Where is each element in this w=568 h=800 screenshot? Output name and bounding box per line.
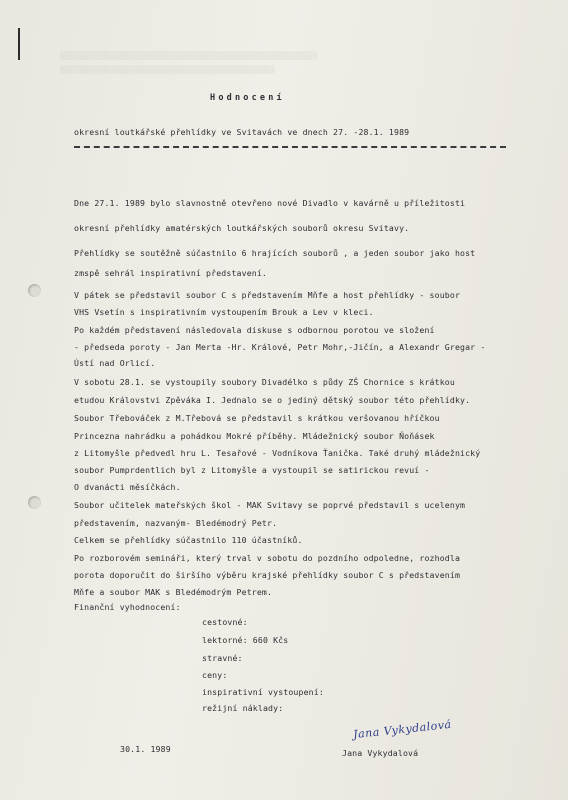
finance-heading: Finanční vyhodnocení: bbox=[74, 602, 181, 612]
body-line: Princezna nahrádku a pohádkou Mokré příběhy. Mládežnický soubor Ňoňásek bbox=[74, 431, 435, 441]
show-through-text: ░░░░░░░░░░░░░░░░░░░░░░░░░░░░░░░░░░░░░░░░░░░░░░░░░░░░░░░░░░░░░ bbox=[60, 52, 318, 60]
body-line: Přehlídky se soutěžně súčastnilo 6 hrajících souborů , a jeden soubor jako host bbox=[74, 248, 476, 258]
body-line: představením, nazvaným- Bledémodrý Petr. bbox=[74, 518, 278, 528]
punch-hole bbox=[28, 496, 41, 509]
body-line: Po každém představení následovala diskuse s odbornou porotou ve složení bbox=[74, 325, 435, 335]
margin-mark bbox=[18, 28, 20, 60]
body-line: Ústí nad Orlicí. bbox=[74, 358, 156, 368]
body-line: V sobotu 28.1. se vystoupily soubory Divadélko s půdy ZŠ Chornice s krátkou bbox=[74, 377, 455, 387]
finance-item: cestovné: bbox=[202, 617, 248, 627]
body-line: VHS Vsetín s inspirativním vystoupením Brouk a Lev v kleci. bbox=[74, 307, 374, 317]
body-line: Po rozborovém semináři, který trval v sobotu do pozdního odpoledne, rozhodla bbox=[74, 553, 461, 563]
finance-item: stravné: bbox=[202, 653, 243, 663]
handwritten-signature: Jana Vykydalová bbox=[352, 717, 453, 742]
finance-item: režijní náklady: bbox=[202, 703, 284, 713]
body-line: soubor Pumprdentlich byl z Litomyšle a vystoupil se satirickou revuí - bbox=[74, 465, 430, 475]
punch-hole bbox=[28, 284, 41, 297]
document-title: Hodnocení bbox=[210, 93, 285, 103]
body-line: Dne 27.1. 1989 bylo slavnostně otevřeno nové Divadlo v kavárně u příležitosti bbox=[74, 198, 466, 208]
body-line: etudou Královstvi Zpěváka I. Jednalo se o jediný dětský soubor této přehlídky. bbox=[74, 395, 471, 405]
body-line: porota doporučit do širšího výběru krajské přehlídky soubor C s představením bbox=[74, 570, 461, 580]
document-date: 30.1. 1989 bbox=[120, 744, 171, 754]
body-line: V pátek se představil soubor C s představením Mňfe a host přehlídky - soubor bbox=[74, 290, 461, 300]
title-underline bbox=[74, 146, 506, 148]
show-through-text: ░░░░░░░░░░░░░░░░░░░░░░░░░░░░░░░░░░░░░░░░░░░░░░░░░░░ bbox=[60, 66, 275, 74]
signer-name: Jana Vykydalová bbox=[342, 748, 419, 758]
body-line: okresní přehlídky amatérských loutkářských souborů okresu Svitavy. bbox=[74, 223, 410, 233]
body-line: zmspě sehrál inspirativní představení. bbox=[74, 268, 268, 278]
finance-item: lektorné: 660 Kčs bbox=[202, 635, 289, 645]
body-line: Soubor učitelek mateřských škol - MAK Svitavy se poprvé představil s ucelenym bbox=[74, 500, 466, 510]
body-line: z Litomyšle předvedl hru L. Tesařové - Vodníkova Ťanička. Také druhý mládežnický bbox=[74, 448, 481, 458]
body-line: - předseda poroty - Jan Merta -Hr. Králové, Petr Mohr,-Jičín, a Alexandr Gregar - bbox=[74, 342, 486, 352]
document-subtitle: okresní loutkářské přehlídky ve Svitavách ve dnech 27. -28.1. 1989 bbox=[74, 127, 410, 137]
finance-item: inspirativní vystoupení: bbox=[202, 687, 324, 697]
body-line: Soubor Třebováček z M.Třebová se představil s krátkou veršovanou hříčkou bbox=[74, 413, 440, 423]
body-line: O dvanácti měsíčkách. bbox=[74, 482, 181, 492]
body-line: Celkem se přehlídky súčastnilo 110 účastníků. bbox=[74, 535, 303, 545]
finance-item: ceny: bbox=[202, 670, 228, 680]
body-line: Mňfe a soubor MAK s Bledémodrým Petrem. bbox=[74, 587, 273, 597]
